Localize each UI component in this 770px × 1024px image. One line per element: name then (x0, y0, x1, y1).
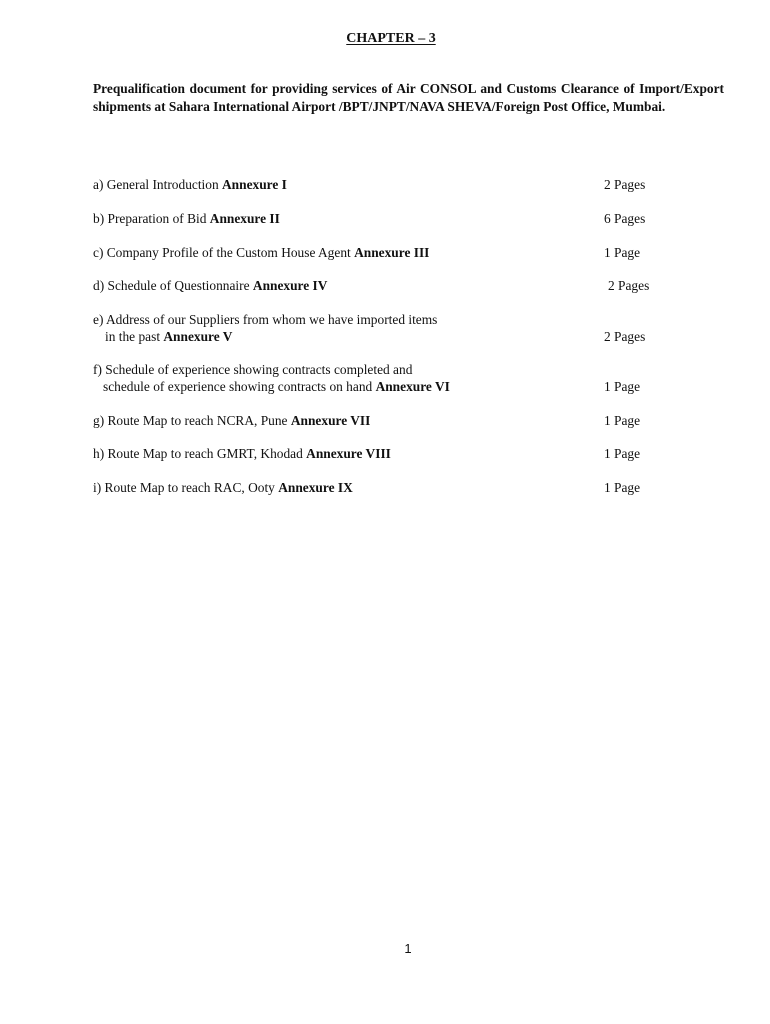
toc-item-text: d) Schedule of Questionnaire (93, 278, 253, 293)
toc-item-text: a) General Introduction (93, 177, 223, 192)
toc-item-continuation (93, 378, 598, 395)
toc-item-continuation (93, 328, 598, 345)
toc-item-text: c) Company Profile of the Custom House Agent (93, 245, 355, 260)
toc-item-annexure: Annexure VI (375, 379, 450, 394)
chapter-title: CHAPTER – 3 (346, 31, 436, 46)
toc-item-text-line2: schedule of experience showing contracts on hand (103, 379, 376, 394)
toc-item-text: b) Preparation of Bid (93, 211, 210, 226)
toc-item-pages: 1 Page (604, 413, 641, 428)
toc-item-annexure: Annexure VII (290, 413, 371, 428)
toc-item-annexure: Annexure III (354, 245, 430, 260)
toc-item-pages: 1 Page (604, 480, 641, 495)
toc-item-annexure: Annexure VIII (306, 446, 391, 461)
toc-item-pages: 1 Page (604, 379, 641, 394)
toc-item-annexure: Annexure II (209, 211, 280, 226)
toc-item-text: h) Route Map to reach GMRT, Khodad (93, 446, 307, 461)
toc-item-text: i) Route Map to reach RAC, Ooty (93, 480, 279, 495)
toc-item-text: f) Schedule of experience showing contracts completed and (93, 362, 413, 377)
toc-item-annexure: Annexure IX (278, 480, 353, 495)
toc-item-annexure: Annexure IV (252, 278, 328, 293)
toc-item-pages: 2 Pages (604, 329, 646, 344)
toc-item-annexure: Annexure V (163, 329, 233, 344)
toc-item-text: g) Route Map to reach NCRA, Pune (93, 413, 291, 428)
document-heading: Prequalification document for providing services of Air CONSOL and Customs Clearance of Import/Export shipments at Sahara International Airport /BPT/JNPT/NAVA SHEVA/Foreign Post Office, Mumbai. (93, 81, 724, 114)
toc-item-text-line2: in the past (105, 329, 164, 344)
toc-item-pages: 1 Page (604, 446, 641, 461)
page-number: 1 (404, 941, 412, 956)
toc-item-pages: 2 Pages (608, 278, 650, 293)
toc-item-text: e) Address of our Suppliers from whom we have imported items (93, 312, 438, 327)
toc-item-annexure: Annexure I (222, 177, 287, 192)
toc-item-pages: 1 Page (604, 245, 641, 260)
toc-item-pages: 2 Pages (604, 177, 646, 192)
toc-item-pages: 6 Pages (604, 211, 646, 226)
